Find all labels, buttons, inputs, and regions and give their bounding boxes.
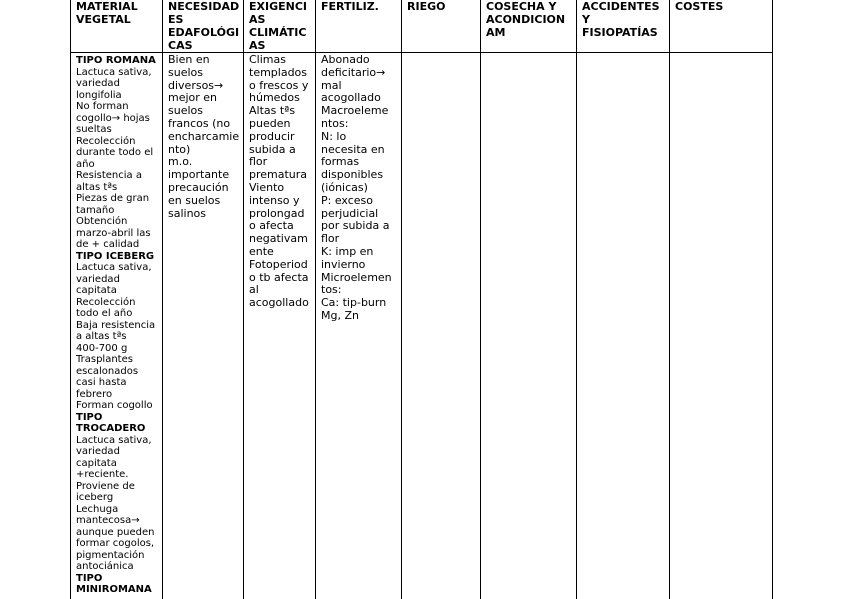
cell-fertilizacion: Abonado deficitario→ mal acogollado Macroeleme ntos: N: lo necesita en formas disponibles (iónicas) P: exceso perjudicial por subida a flor K: imp en invierno Microelemen tos: Ca: tip-burn Mg, Zn [316,53,402,599]
header-exigencias-climaticas: EXIGENCI AS CLIMÁTIC AS [244,0,316,53]
variety-desc-trocadero: Lactuca sativa, variedad capitata +reciente. Proviene de iceberg Lechuga mantecosa→ aunque pueden formar cogolos, pigmentación antociánica [76,434,155,572]
header-material-vegetal: MATERIAL VEGETAL [71,0,163,53]
cell-cosecha [481,53,577,599]
table-row [71,53,773,599]
cell-exigencias-climaticas: Climas templados o frescos y húmedos Altas tªs pueden producir subida a flor prematura Viento intenso y prolongad o afecta negativam ente Fotoperiod o tb afecta al acogollado [244,53,316,599]
crop-table [70,0,773,599]
cell-costes [670,53,773,599]
header-accidentes: ACCIDENTES Y FISIOPATÍAS [577,0,670,53]
header-riego: RIEGO [402,0,481,53]
variety-title-iceberg: TIPO ICEBERG [76,250,155,262]
variety-title-miniromana: TIPO MINIROMANA [76,572,152,595]
header-row [71,0,773,53]
variety-title-romana: TIPO ROMANA [76,55,156,66]
header-fertilizacion: FERTILIZ. [316,0,402,53]
header-necesidades-edafologicas: NECESIDAD ES EDAFOLÓGI CAS [163,0,244,53]
cell-necesidades-edafologicas: Bien en suelos diversos→ mejor en suelos francos (no encharcamie nto) m.o. importante precaución en suelos salinos [163,53,244,599]
cell-material-vegetal [71,53,163,599]
cell-accidentes [577,53,670,599]
variety-desc-romana: Lactuca sativa, variedad longifolia No forman cogollo→ hojas sueltas Recolección durante todo el año Resistencia a altas tªs Piezas de gran tamaño Obtención marzo-abril las de + calidad [76,66,154,250]
cell-riego [402,53,481,599]
header-cosecha: COSECHA Y ACONDICION AM [481,0,577,53]
variety-desc-iceberg: Lactuca sativa, variedad capitata Recolección todo el año Baja resistencia a altas tªs 400-700 g Trasplantes escalonados casi hasta febrero Forman cogollo [76,262,156,411]
variety-title-trocadero: TIPO TROCADERO [76,411,146,434]
header-costes: COSTES [670,0,773,53]
